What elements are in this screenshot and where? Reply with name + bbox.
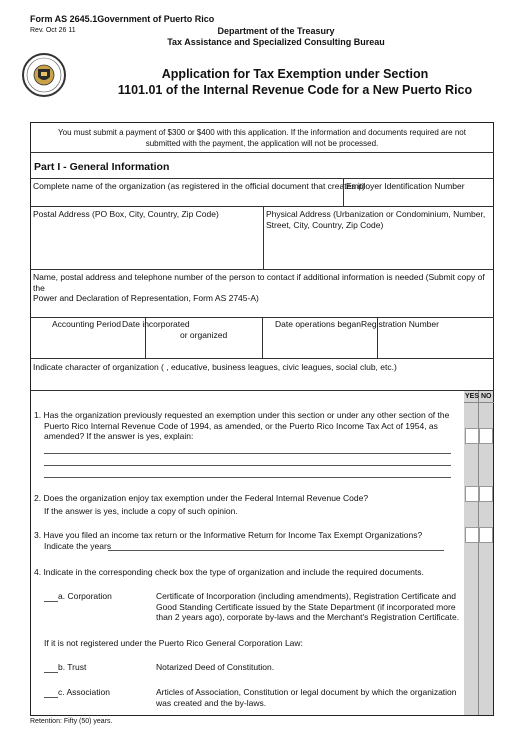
form-title-line1: Application for Tax Exemption under Section (161, 67, 429, 81)
org-name-field[interactable]: Complete name of the organization (as registered in the official document that creates it) (33, 181, 365, 191)
revision-date: Rev. Oct 26 11 (30, 27, 76, 34)
accounting-period-field[interactable]: Accounting Period (52, 319, 121, 329)
retention-note: Retention: Fifty (50) years. (30, 718, 113, 725)
q2-no-checkbox[interactable] (479, 486, 493, 502)
q3-yes-checkbox[interactable] (465, 527, 479, 543)
q2-yes-checkbox[interactable] (465, 486, 479, 502)
q1-explain-line-3[interactable] (44, 477, 451, 478)
trust-label: b. Trust (58, 662, 87, 672)
trust-description: Notarized Deed of Constitution. (156, 662, 275, 672)
postal-address-field[interactable]: Postal Address (PO Box, City, Country, Zip Code) (33, 209, 219, 219)
association-description: Articles of Association, Constitution or legal document by which the organization was created and the by-laws. (156, 687, 457, 708)
physical-address-field[interactable]: Physical Address (Urbanization or Condominium, Number, Street, City, Country, Zip Code) (266, 209, 486, 230)
corporation-label: a. Corporation (58, 591, 112, 601)
no-header: NO (481, 393, 492, 400)
date-operations-field[interactable]: Date operations began (275, 319, 362, 329)
part1-heading: Part I - General Information (34, 161, 170, 173)
form-id: Form AS 2645.1Government of Puerto Rico (30, 14, 215, 24)
date-incorporated-field[interactable]: Date incorporated or organized (122, 319, 228, 340)
question-1: 1. Has the organization previously requested an exemption under this section or under any other section of the Puerto Rico Internal Revenue Code of 1994, as amended, or the Puerto Rico Income Tax Act of 1954, as amended? If the answer is yes, explain: (34, 410, 450, 441)
association-label: c. Association (58, 687, 110, 697)
q1-explain-line-2[interactable] (44, 465, 451, 466)
q1-explain-line-1[interactable] (44, 453, 451, 454)
not-registered-note: If it is not registered under the Puerto Rico General Corporation Law: (44, 638, 303, 648)
question-3: 3. Have you filed an income tax return or the Informative Return for Income Tax Exempt Organizations? Indicate the years (34, 530, 423, 551)
payment-notice: You must submit a payment of $300 or $400 with this application. If the information and documents required are not submitted with the payment, the application will not be processed. (58, 128, 466, 148)
corporation-check-line[interactable] (44, 601, 58, 602)
association-check-line[interactable] (44, 697, 58, 698)
question-2: 2. Does the organization enjoy tax exemption under the Federal Internal Revenue Code? If the answer is yes, include a copy of such opinion. (34, 493, 369, 516)
q3-years-line[interactable] (108, 550, 444, 551)
registration-number-field[interactable]: Registration Number (361, 319, 439, 329)
question-4: 4. Indicate in the corresponding check box the type of organization and include the required documents. (34, 567, 424, 577)
department-name: Department of the Treasury (217, 26, 335, 36)
org-character-field[interactable]: Indicate character of organization ( , educative, business leagues, civic leagues, social club, etc.) (33, 362, 397, 372)
q3-no-checkbox[interactable] (479, 527, 493, 543)
trust-check-line[interactable] (44, 672, 58, 673)
ein-field[interactable]: Employer Identification Number (346, 181, 465, 191)
q1-no-checkbox[interactable] (479, 428, 493, 444)
bureau-name: Tax Assistance and Specialized Consulting Bureau (167, 37, 385, 47)
corporation-description: Certificate of Incorporation (including amendments), Registration Certificate and Good Standing Certificate issued by the State Department (if incorporated more than 2 years ago), corporate by-laws and the Merchant's Registration Certificate. (156, 591, 460, 622)
form-title-line2: 1101.01 of the Internal Revenue Code for a New Puerto Rico (117, 83, 473, 97)
q1-yes-checkbox[interactable] (465, 428, 479, 444)
yes-header: YES (465, 393, 480, 400)
contact-person-field[interactable]: Name, postal address and telephone number of the person to contact if additional information is needed (Submit copy of the Power and Declaration of Representation, Form AS 2745-A) (33, 272, 485, 303)
